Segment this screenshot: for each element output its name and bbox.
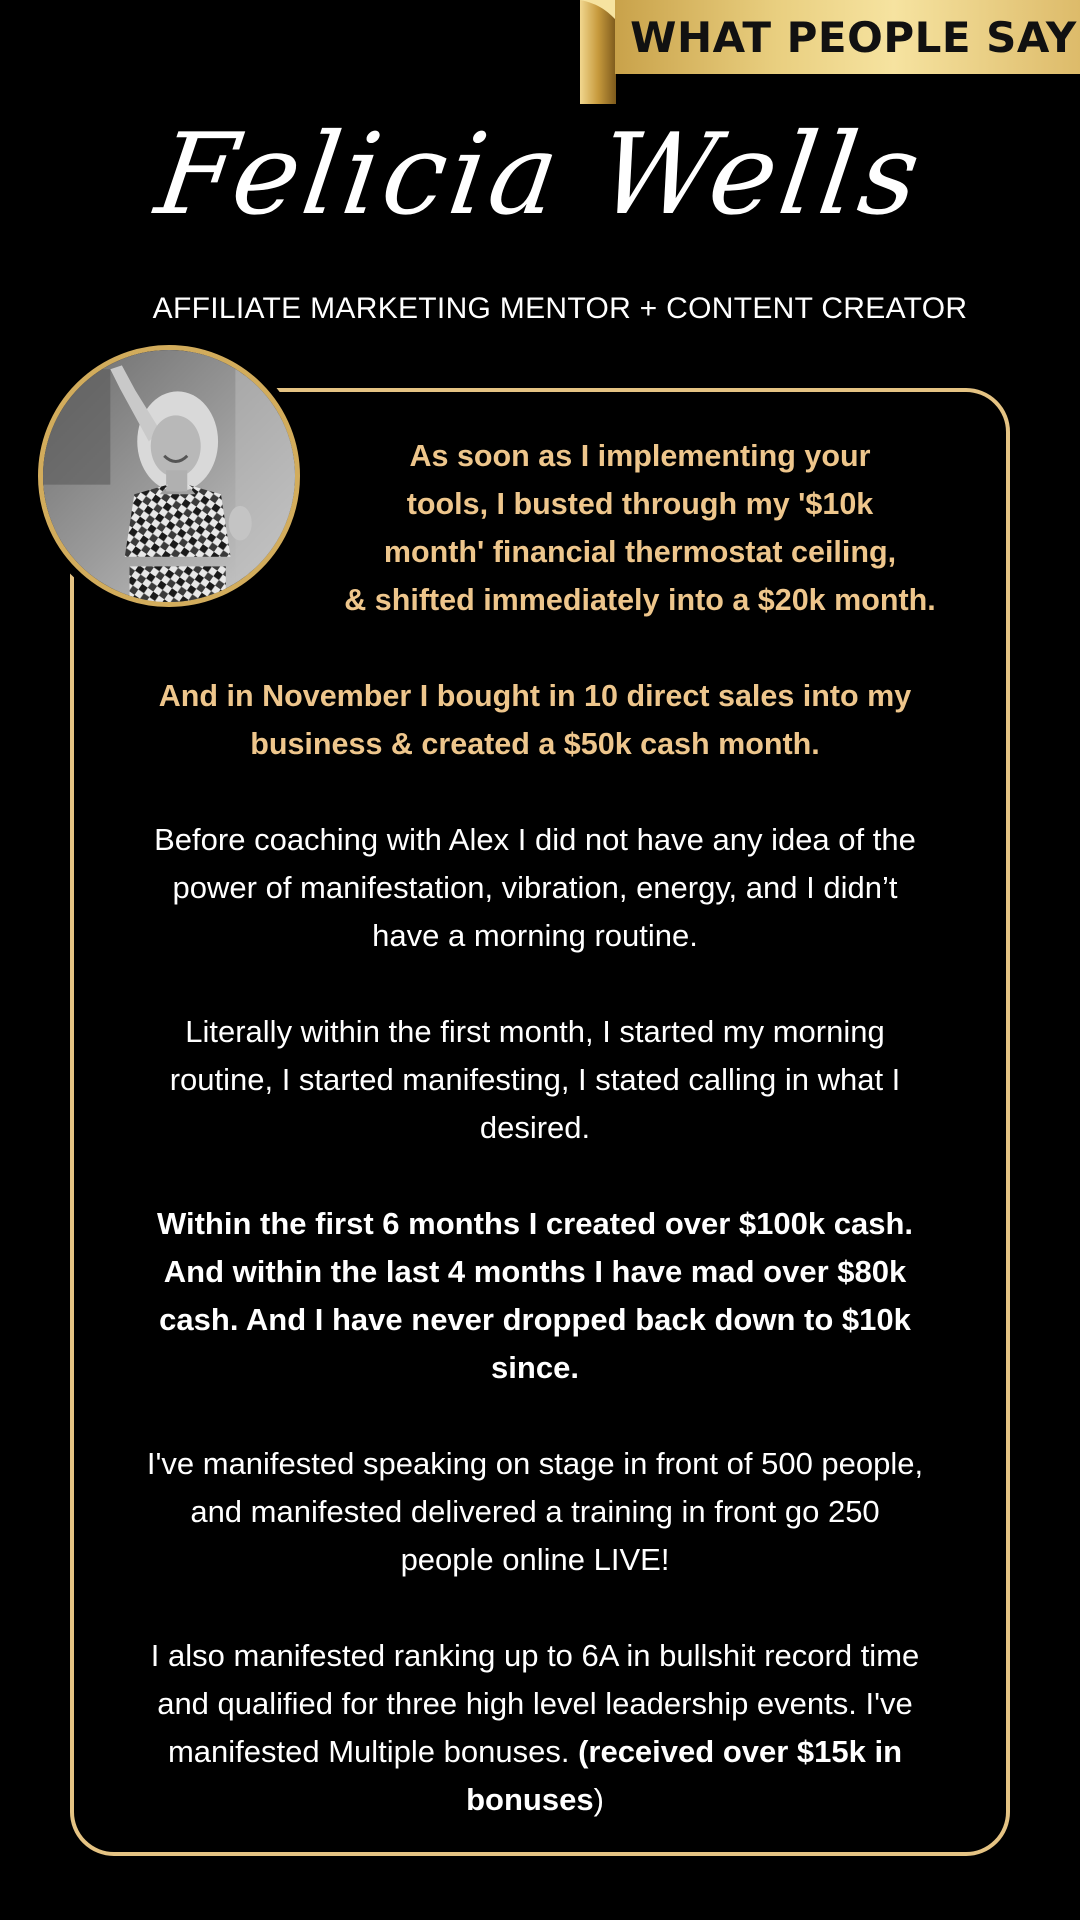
testimonial-paragraph-4 bbox=[110, 1008, 960, 1152]
text-plain: ) bbox=[593, 1782, 604, 1817]
testimonial-paragraph-6 bbox=[95, 1440, 975, 1584]
text-line: desired. bbox=[479, 1110, 591, 1145]
text-line bbox=[100, 1728, 970, 1776]
text-line: I also manifested ranking up to 6A in bullshit record time bbox=[150, 1638, 920, 1673]
text-line: As soon as I implementing your bbox=[409, 439, 871, 473]
text-line: And in November I bought in 10 direct sales into my bbox=[158, 679, 912, 713]
text-line: And within the last 4 months I have mad over $80k bbox=[163, 1254, 907, 1289]
text-line: people online LIVE! bbox=[400, 1542, 670, 1577]
text-line: business & created a $50k cash month. bbox=[250, 727, 820, 761]
banner-label: WHAT PEOPLE SAY bbox=[630, 12, 1077, 62]
text-line: have a morning routine. bbox=[372, 918, 698, 953]
person-name: Felicia Wells bbox=[148, 110, 932, 240]
ribbon-fold-icon bbox=[580, 0, 616, 104]
testimonial-paragraph-3 bbox=[95, 816, 975, 960]
text-line: cash. And I have never dropped back down to $10k bbox=[159, 1302, 911, 1337]
text-bold: (received over $15k in bbox=[578, 1734, 903, 1769]
text-line: & shifted immediately into a $20k month. bbox=[344, 583, 936, 617]
testimonial-paragraph-7 bbox=[100, 1632, 970, 1824]
section-banner bbox=[615, 0, 1080, 74]
text-line: and manifested delivered a training in front go 250 bbox=[190, 1494, 880, 1529]
text-line: Within the first 6 months I created over $100k cash. bbox=[156, 1206, 914, 1241]
avatar-photo bbox=[43, 350, 295, 602]
text-line: power of manifestation, vibration, energy, and I didn’t bbox=[172, 870, 898, 905]
text-line: month' financial thermostat ceiling, bbox=[383, 535, 897, 569]
text-line: tools, I busted through my '$10k bbox=[406, 487, 874, 521]
testimonial-highlight-2 bbox=[110, 672, 960, 768]
text-plain: manifested Multiple bonuses. bbox=[167, 1734, 579, 1769]
text-line: I've manifested speaking on stage in front of 500 people, bbox=[146, 1446, 924, 1481]
avatar bbox=[38, 345, 300, 607]
text-line: Literally within the first month, I started my morning bbox=[185, 1014, 885, 1049]
text-line: and qualified for three high level leadership events. I've bbox=[157, 1686, 913, 1721]
testimonial-highlight-1 bbox=[300, 432, 980, 624]
text-bold: bonuses bbox=[466, 1782, 594, 1817]
text-line bbox=[100, 1776, 970, 1824]
text-line: routine, I started manifesting, I stated calling in what I bbox=[169, 1062, 901, 1097]
testimonial-paragraph-5 bbox=[110, 1200, 960, 1392]
text-line: Before coaching with Alex I did not have any idea of the bbox=[154, 822, 916, 857]
person-title: AFFILIATE MARKETING MENTOR + CONTENT CREATOR bbox=[152, 292, 968, 325]
text-line: since. bbox=[491, 1350, 579, 1385]
